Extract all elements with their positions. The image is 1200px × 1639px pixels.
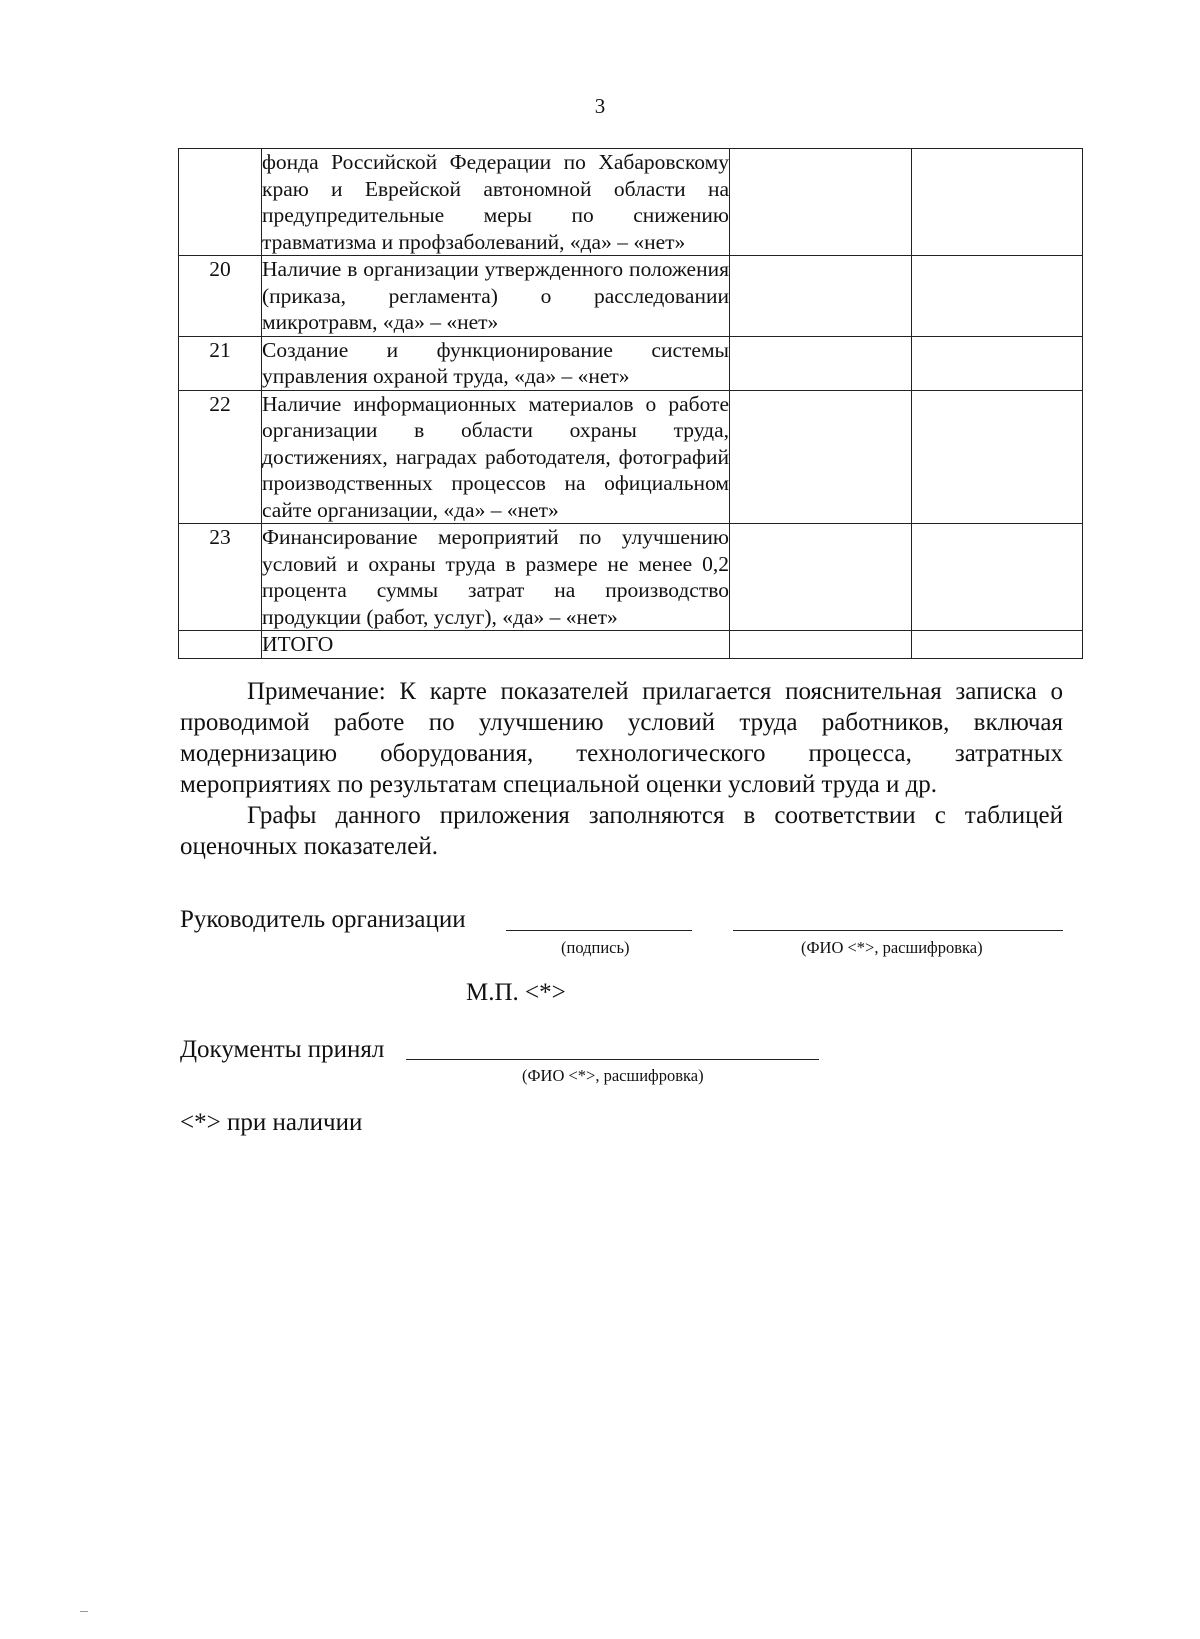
head-signature-label: Руководитель организации <box>180 906 466 933</box>
value-cell <box>730 256 912 337</box>
table-row <box>179 524 1083 631</box>
score-cell <box>912 390 1083 524</box>
indicator-text: Наличие информационных материалов о работе организации в области охраны труда, достижениях, наградах работодателя, фотографий производственных процессов на официальном сайте организации, «да» – «нет» <box>262 391 729 522</box>
row-number: 23 <box>179 524 262 631</box>
scan-speck <box>80 1611 88 1612</box>
accepted-name-line <box>406 1059 819 1060</box>
value-cell <box>730 631 912 659</box>
note-paragraph: Примечание: К карте показателей прилагается пояснительная записка о проводимой работе по улучшению условий труда работников, включая модернизацию оборудования, технологического процесса, затратных мероприятиях по результатам специальной оценки условий труда и др. <box>180 678 1063 798</box>
row-number <box>179 631 262 659</box>
footnote: <*> при наличии <box>180 1109 363 1136</box>
score-cell <box>912 631 1083 659</box>
table-row <box>179 336 1083 390</box>
indicator-text: Создание и функционирование системы управления охраной труда, «да» – «нет» <box>262 337 729 388</box>
table-row <box>179 390 1083 524</box>
score-cell <box>912 524 1083 631</box>
value-cell <box>730 336 912 390</box>
total-label: ИТОГО <box>262 631 730 659</box>
table-row-total <box>179 631 1083 659</box>
value-cell <box>730 390 912 524</box>
accepted-label: Документы принял <box>180 1036 385 1063</box>
value-cell <box>730 149 912 256</box>
signature-line <box>506 930 692 931</box>
indicator-text: Наличие в организации утвержденного положения (приказа, регламента) о расследовании микротравм, «да» – «нет» <box>262 257 729 334</box>
value-cell <box>730 524 912 631</box>
indicator-text: фонда Российской Федерации по Хабаровскому краю и Еврейской автономной области на предупредительные меры по снижению травматизма и профзаболеваний, «да» – «нет» <box>262 150 729 254</box>
row-number: 22 <box>179 390 262 524</box>
head-name-caption: (ФИО <*>, расшифровка) <box>801 938 983 957</box>
note-block <box>180 676 1063 862</box>
score-cell <box>912 149 1083 256</box>
score-cell <box>912 336 1083 390</box>
note-paragraph: Графы данного приложения заполняются в соответствии с таблицей оценочных показателей. <box>180 802 1063 860</box>
score-cell <box>912 256 1083 337</box>
table-row <box>179 149 1083 256</box>
row-number: 21 <box>179 336 262 390</box>
stamp-label: М.П. <*> <box>466 979 566 1006</box>
indicators-table <box>178 148 1083 659</box>
signature-caption: (подпись) <box>561 938 630 957</box>
row-number: 20 <box>179 256 262 337</box>
head-name-line <box>733 930 1063 931</box>
indicator-text: Финансирование мероприятий по улучшению условий и охраны труда в размере не менее 0,2 процента суммы затрат на производство продукции (работ, услуг), «да» – «нет» <box>262 525 729 629</box>
row-number <box>179 149 262 256</box>
accepted-name-caption: (ФИО <*>, расшифровка) <box>522 1066 704 1085</box>
table-row <box>179 256 1083 337</box>
page-number: 3 <box>594 94 606 118</box>
